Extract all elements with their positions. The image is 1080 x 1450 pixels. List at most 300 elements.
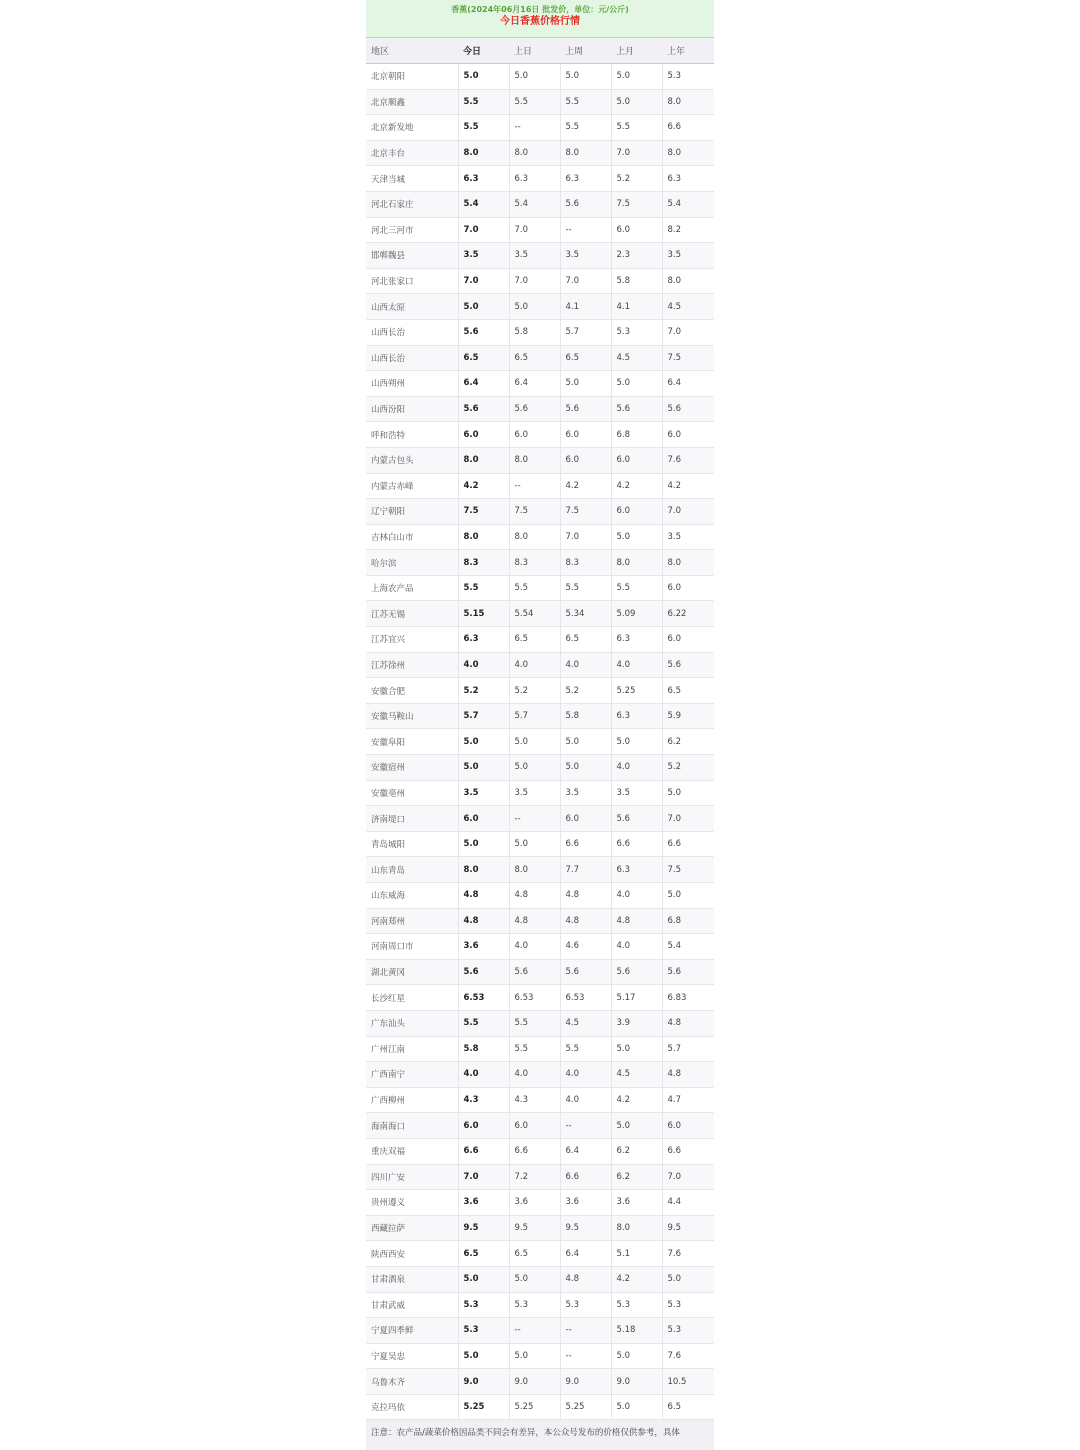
prev-week-price-cell: 5.0 <box>560 755 611 781</box>
prev-year-price-cell: 4.4 <box>662 1190 714 1216</box>
prev-day-price-cell: 8.0 <box>509 447 560 473</box>
prev-day-price-cell: 4.0 <box>509 652 560 678</box>
today-price-cell: 5.15 <box>458 601 509 627</box>
prev-month-price-cell: 8.0 <box>611 1215 662 1241</box>
table-row <box>366 934 714 960</box>
prev-year-price-cell: 6.83 <box>662 985 714 1011</box>
today-price-cell: 5.5 <box>458 1010 509 1036</box>
prev-month-price-cell: 8.0 <box>611 550 662 576</box>
prev-year-price-cell: 3.5 <box>662 524 714 550</box>
prev-day-price-cell: 5.4 <box>509 191 560 217</box>
today-price-cell: 7.5 <box>458 499 509 525</box>
prev-day-price-cell: 5.2 <box>509 678 560 704</box>
today-price-cell: 5.3 <box>458 1292 509 1318</box>
prev-day-price-cell: 5.6 <box>509 959 560 985</box>
prev-day-price-cell: 6.6 <box>509 1138 560 1164</box>
prev-year-price-cell: 5.6 <box>662 959 714 985</box>
prev-week-price-cell: 3.6 <box>560 1190 611 1216</box>
today-price-cell: 5.0 <box>458 831 509 857</box>
today-price-cell: 9.0 <box>458 1369 509 1395</box>
prev-year-price-cell: 8.0 <box>662 140 714 166</box>
column-header-prev-month: 上月 <box>611 38 662 64</box>
prev-day-price-cell: 7.5 <box>509 499 560 525</box>
prev-year-price-cell: 8.0 <box>662 550 714 576</box>
prev-week-price-cell: 5.8 <box>560 703 611 729</box>
prev-day-price-cell: 3.6 <box>509 1190 560 1216</box>
prev-day-price-cell: 4.3 <box>509 1087 560 1113</box>
prev-month-price-cell: 3.5 <box>611 780 662 806</box>
today-price-cell: 3.6 <box>458 1190 509 1216</box>
prev-month-price-cell: 4.0 <box>611 934 662 960</box>
prev-month-price-cell: 6.3 <box>611 627 662 653</box>
prev-day-price-cell: 5.5 <box>509 89 560 115</box>
prev-week-price-cell: 5.5 <box>560 89 611 115</box>
prev-month-price-cell: 6.2 <box>611 1164 662 1190</box>
prev-month-price-cell: 5.8 <box>611 268 662 294</box>
prev-year-price-cell: 8.0 <box>662 268 714 294</box>
prev-week-price-cell: 5.0 <box>560 371 611 397</box>
prev-day-price-cell: 4.0 <box>509 1062 560 1088</box>
prev-month-price-cell: 6.3 <box>611 857 662 883</box>
region-cell: 北京朝阳 <box>366 64 458 90</box>
table-row <box>366 1266 714 1292</box>
today-price-cell: 5.0 <box>458 729 509 755</box>
table-row <box>366 1292 714 1318</box>
table-row <box>366 422 714 448</box>
prev-week-price-cell: 7.0 <box>560 268 611 294</box>
prev-day-price-cell: 5.8 <box>509 319 560 345</box>
prev-year-price-cell: 9.5 <box>662 1215 714 1241</box>
table-row <box>366 627 714 653</box>
today-price-cell: 7.0 <box>458 268 509 294</box>
today-price-cell: 8.3 <box>458 550 509 576</box>
table-row <box>366 217 714 243</box>
region-cell: 甘肃酒泉 <box>366 1266 458 1292</box>
region-cell: 山西长治 <box>366 319 458 345</box>
prev-year-price-cell: 6.6 <box>662 115 714 141</box>
table-row <box>366 1394 714 1420</box>
prev-year-price-cell: 6.6 <box>662 1138 714 1164</box>
table-row <box>366 550 714 576</box>
prev-month-price-cell: 4.0 <box>611 652 662 678</box>
prev-week-price-cell: 4.6 <box>560 934 611 960</box>
table-row <box>366 780 714 806</box>
prev-week-price-cell: 5.6 <box>560 191 611 217</box>
prev-year-price-cell: 5.2 <box>662 755 714 781</box>
prev-year-price-cell: 5.4 <box>662 934 714 960</box>
prev-month-price-cell: 9.0 <box>611 1369 662 1395</box>
region-cell: 河南郑州 <box>366 908 458 934</box>
prev-month-price-cell: 5.0 <box>611 524 662 550</box>
table-row <box>366 499 714 525</box>
prev-month-price-cell: 7.0 <box>611 140 662 166</box>
table-row <box>366 678 714 704</box>
column-header-region: 地区 <box>366 38 458 64</box>
price-table <box>366 37 714 1420</box>
table-row <box>366 729 714 755</box>
prev-year-price-cell: 7.0 <box>662 319 714 345</box>
prev-month-price-cell: 4.5 <box>611 345 662 371</box>
prev-year-price-cell: 5.4 <box>662 191 714 217</box>
prev-week-price-cell: 6.3 <box>560 166 611 192</box>
prev-day-price-cell: -- <box>509 1318 560 1344</box>
today-price-cell: 4.2 <box>458 473 509 499</box>
region-cell: 广东汕头 <box>366 1010 458 1036</box>
prev-week-price-cell: 9.0 <box>560 1369 611 1395</box>
prev-month-price-cell: 4.2 <box>611 1087 662 1113</box>
prev-month-price-cell: 5.0 <box>611 1036 662 1062</box>
prev-week-price-cell: 5.6 <box>560 959 611 985</box>
today-price-cell: 8.0 <box>458 447 509 473</box>
region-cell: 山西长治 <box>366 345 458 371</box>
prev-year-price-cell: 4.8 <box>662 1062 714 1088</box>
table-row <box>366 883 714 909</box>
today-price-cell: 6.0 <box>458 422 509 448</box>
prev-month-price-cell: 6.2 <box>611 1138 662 1164</box>
table-row <box>366 1190 714 1216</box>
today-price-cell: 5.2 <box>458 678 509 704</box>
region-cell: 安徽合肥 <box>366 678 458 704</box>
prev-year-price-cell: 6.3 <box>662 166 714 192</box>
today-price-cell: 7.0 <box>458 217 509 243</box>
prev-day-price-cell: 8.0 <box>509 524 560 550</box>
prev-day-price-cell: -- <box>509 115 560 141</box>
prev-week-price-cell: 5.3 <box>560 1292 611 1318</box>
prev-week-price-cell: 5.7 <box>560 319 611 345</box>
table-row <box>366 1036 714 1062</box>
prev-month-price-cell: 4.1 <box>611 294 662 320</box>
table-row <box>366 140 714 166</box>
prev-day-price-cell: 6.53 <box>509 985 560 1011</box>
region-cell: 天津当城 <box>366 166 458 192</box>
prev-year-price-cell: 8.2 <box>662 217 714 243</box>
table-row <box>366 857 714 883</box>
region-cell: 乌鲁木齐 <box>366 1369 458 1395</box>
table-row <box>366 1087 714 1113</box>
prev-month-price-cell: 2.3 <box>611 243 662 269</box>
region-cell: 长沙红星 <box>366 985 458 1011</box>
prev-year-price-cell: 6.5 <box>662 1394 714 1420</box>
prev-year-price-cell: 8.0 <box>662 89 714 115</box>
prev-month-price-cell: 5.6 <box>611 396 662 422</box>
today-price-cell: 4.0 <box>458 652 509 678</box>
table-header-row <box>366 38 714 64</box>
table-row <box>366 1318 714 1344</box>
prev-day-price-cell: -- <box>509 473 560 499</box>
prev-year-price-cell: 6.2 <box>662 729 714 755</box>
table-header <box>366 38 714 64</box>
region-cell: 江苏无锡 <box>366 601 458 627</box>
table-row <box>366 319 714 345</box>
today-price-cell: 5.0 <box>458 1266 509 1292</box>
region-cell: 吉林白山市 <box>366 524 458 550</box>
table-row <box>366 524 714 550</box>
prev-month-price-cell: 5.2 <box>611 166 662 192</box>
today-price-cell: 5.6 <box>458 319 509 345</box>
today-price-cell: 5.6 <box>458 959 509 985</box>
region-cell: 海南海口 <box>366 1113 458 1139</box>
prev-year-price-cell: 5.6 <box>662 396 714 422</box>
prev-day-price-cell: 9.5 <box>509 1215 560 1241</box>
prev-year-price-cell: 5.9 <box>662 703 714 729</box>
prev-month-price-cell: 5.18 <box>611 1318 662 1344</box>
prev-year-price-cell: 7.0 <box>662 499 714 525</box>
region-cell: 内蒙古包头 <box>366 447 458 473</box>
prev-week-price-cell: 6.0 <box>560 806 611 832</box>
prev-week-price-cell: 6.0 <box>560 447 611 473</box>
prev-month-price-cell: 7.5 <box>611 191 662 217</box>
prev-month-price-cell: 5.0 <box>611 1343 662 1369</box>
region-cell: 宁夏四季鲜 <box>366 1318 458 1344</box>
prev-day-price-cell: 5.6 <box>509 396 560 422</box>
today-price-cell: 5.25 <box>458 1394 509 1420</box>
today-price-cell: 4.8 <box>458 908 509 934</box>
prev-day-price-cell: 4.8 <box>509 883 560 909</box>
prev-day-price-cell: 5.0 <box>509 64 560 90</box>
prev-year-price-cell: 7.6 <box>662 1241 714 1267</box>
region-cell: 河北张家口 <box>366 268 458 294</box>
prev-week-price-cell: 4.0 <box>560 652 611 678</box>
header <box>366 0 714 37</box>
prev-month-price-cell: 5.0 <box>611 729 662 755</box>
table-row <box>366 396 714 422</box>
prev-week-price-cell: 8.3 <box>560 550 611 576</box>
prev-day-price-cell: 5.0 <box>509 294 560 320</box>
today-price-cell: 6.3 <box>458 627 509 653</box>
table-row <box>366 243 714 269</box>
prev-day-price-cell: -- <box>509 806 560 832</box>
region-cell: 广州江南 <box>366 1036 458 1062</box>
prev-year-price-cell: 6.0 <box>662 575 714 601</box>
column-header-today: 今日 <box>458 38 509 64</box>
prev-year-price-cell: 10.5 <box>662 1369 714 1395</box>
table-row <box>366 985 714 1011</box>
prev-week-price-cell: 4.8 <box>560 1266 611 1292</box>
region-cell: 北京顺鑫 <box>366 89 458 115</box>
prev-year-price-cell: 6.4 <box>662 371 714 397</box>
prev-week-price-cell: 7.7 <box>560 857 611 883</box>
prev-month-price-cell: 4.5 <box>611 1062 662 1088</box>
prev-day-price-cell: 6.0 <box>509 422 560 448</box>
prev-year-price-cell: 7.5 <box>662 857 714 883</box>
prev-year-price-cell: 6.22 <box>662 601 714 627</box>
today-price-cell: 6.0 <box>458 1113 509 1139</box>
region-cell: 西藏拉萨 <box>366 1215 458 1241</box>
prev-week-price-cell: 5.6 <box>560 396 611 422</box>
table-row <box>366 601 714 627</box>
region-cell: 北京丰台 <box>366 140 458 166</box>
today-price-cell: 5.5 <box>458 575 509 601</box>
prev-year-price-cell: 7.6 <box>662 1343 714 1369</box>
prev-day-price-cell: 9.0 <box>509 1369 560 1395</box>
today-price-cell: 6.6 <box>458 1138 509 1164</box>
prev-week-price-cell: 5.34 <box>560 601 611 627</box>
prev-year-price-cell: 5.3 <box>662 64 714 90</box>
region-cell: 安徽阜阳 <box>366 729 458 755</box>
region-cell: 甘肃武威 <box>366 1292 458 1318</box>
prev-month-price-cell: 4.0 <box>611 883 662 909</box>
table-row <box>366 703 714 729</box>
prev-week-price-cell: 5.5 <box>560 575 611 601</box>
prev-year-price-cell: 7.6 <box>662 447 714 473</box>
column-header-prev-day: 上日 <box>509 38 560 64</box>
today-price-cell: 8.0 <box>458 857 509 883</box>
today-price-cell: 5.3 <box>458 1318 509 1344</box>
prev-day-price-cell: 5.0 <box>509 1266 560 1292</box>
prev-week-price-cell: 4.8 <box>560 883 611 909</box>
prev-week-price-cell: 6.5 <box>560 345 611 371</box>
prev-week-price-cell: -- <box>560 1343 611 1369</box>
table-row <box>366 831 714 857</box>
prev-month-price-cell: 5.25 <box>611 678 662 704</box>
prev-year-price-cell: 7.5 <box>662 345 714 371</box>
today-price-cell: 5.7 <box>458 703 509 729</box>
prev-month-price-cell: 6.0 <box>611 217 662 243</box>
region-cell: 贵州遵义 <box>366 1190 458 1216</box>
today-price-cell: 6.0 <box>458 806 509 832</box>
table-row <box>366 1215 714 1241</box>
region-cell: 山东威海 <box>366 883 458 909</box>
prev-year-price-cell: 4.2 <box>662 473 714 499</box>
table-row <box>366 115 714 141</box>
prev-year-price-cell: 6.6 <box>662 831 714 857</box>
prev-year-price-cell: 7.0 <box>662 806 714 832</box>
today-price-cell: 5.0 <box>458 64 509 90</box>
prev-year-price-cell: 5.6 <box>662 652 714 678</box>
prev-week-price-cell: 6.6 <box>560 831 611 857</box>
prev-day-price-cell: 4.0 <box>509 934 560 960</box>
table-row <box>366 1343 714 1369</box>
prev-day-price-cell: 5.3 <box>509 1292 560 1318</box>
table-row <box>366 652 714 678</box>
region-cell: 江苏宜兴 <box>366 627 458 653</box>
today-price-cell: 4.8 <box>458 883 509 909</box>
prev-year-price-cell: 5.0 <box>662 1266 714 1292</box>
today-price-cell: 5.0 <box>458 1343 509 1369</box>
table-row <box>366 575 714 601</box>
prev-week-price-cell: 4.1 <box>560 294 611 320</box>
prev-month-price-cell: 3.9 <box>611 1010 662 1036</box>
prev-week-price-cell: 4.5 <box>560 1010 611 1036</box>
price-card <box>366 0 714 1440</box>
prev-year-price-cell: 4.7 <box>662 1087 714 1113</box>
prev-day-price-cell: 6.4 <box>509 371 560 397</box>
prev-day-price-cell: 5.5 <box>509 1010 560 1036</box>
prev-week-price-cell: 7.5 <box>560 499 611 525</box>
region-cell: 安徽亳州 <box>366 780 458 806</box>
today-price-cell: 9.5 <box>458 1215 509 1241</box>
today-price-cell: 3.6 <box>458 934 509 960</box>
prev-day-price-cell: 5.5 <box>509 575 560 601</box>
table-row <box>366 345 714 371</box>
today-price-cell: 5.5 <box>458 115 509 141</box>
region-cell: 广西柳州 <box>366 1087 458 1113</box>
region-cell: 重庆双福 <box>366 1138 458 1164</box>
region-cell: 山西太原 <box>366 294 458 320</box>
today-price-cell: 5.8 <box>458 1036 509 1062</box>
prev-month-price-cell: 5.0 <box>611 371 662 397</box>
region-cell: 呼和浩特 <box>366 422 458 448</box>
prev-week-price-cell: 4.0 <box>560 1087 611 1113</box>
region-cell: 山西汾阳 <box>366 396 458 422</box>
region-cell: 安徽宿州 <box>366 755 458 781</box>
today-price-cell: 8.0 <box>458 524 509 550</box>
prev-day-price-cell: 5.7 <box>509 703 560 729</box>
prev-week-price-cell: 5.5 <box>560 1036 611 1062</box>
table-row <box>366 1138 714 1164</box>
prev-month-price-cell: 5.0 <box>611 89 662 115</box>
table-row <box>366 268 714 294</box>
table-row <box>366 371 714 397</box>
today-price-cell: 7.0 <box>458 1164 509 1190</box>
prev-month-price-cell: 6.0 <box>611 447 662 473</box>
prev-month-price-cell: 5.6 <box>611 806 662 832</box>
prev-week-price-cell: 9.5 <box>560 1215 611 1241</box>
prev-year-price-cell: 5.7 <box>662 1036 714 1062</box>
today-price-cell: 3.5 <box>458 243 509 269</box>
prev-month-price-cell: 3.6 <box>611 1190 662 1216</box>
prev-year-price-cell: 7.0 <box>662 1164 714 1190</box>
region-cell: 四川广安 <box>366 1164 458 1190</box>
table-row <box>366 89 714 115</box>
today-price-cell: 5.0 <box>458 294 509 320</box>
table-row <box>366 166 714 192</box>
prev-week-price-cell: -- <box>560 217 611 243</box>
today-price-cell: 8.0 <box>458 140 509 166</box>
prev-day-price-cell: 4.8 <box>509 908 560 934</box>
prev-week-price-cell: -- <box>560 1113 611 1139</box>
region-cell: 北京新发地 <box>366 115 458 141</box>
table-row <box>366 64 714 90</box>
prev-month-price-cell: 4.2 <box>611 1266 662 1292</box>
prev-day-price-cell: 5.0 <box>509 755 560 781</box>
table-row <box>366 447 714 473</box>
prev-week-price-cell: 6.0 <box>560 422 611 448</box>
prev-week-price-cell: 5.25 <box>560 1394 611 1420</box>
prev-month-price-cell: 6.0 <box>611 499 662 525</box>
today-price-cell: 5.4 <box>458 191 509 217</box>
today-price-cell: 5.0 <box>458 755 509 781</box>
prev-year-price-cell: 3.5 <box>662 243 714 269</box>
prev-month-price-cell: 5.6 <box>611 959 662 985</box>
prev-week-price-cell: 5.5 <box>560 115 611 141</box>
prev-month-price-cell: 4.2 <box>611 473 662 499</box>
table-row <box>366 806 714 832</box>
prev-week-price-cell: 6.4 <box>560 1241 611 1267</box>
prev-year-price-cell: 5.3 <box>662 1292 714 1318</box>
prev-week-price-cell: 5.2 <box>560 678 611 704</box>
prev-month-price-cell: 4.8 <box>611 908 662 934</box>
prev-month-price-cell: 5.09 <box>611 601 662 627</box>
table-row <box>366 959 714 985</box>
table-body <box>366 64 714 1420</box>
today-price-cell: 5.5 <box>458 89 509 115</box>
table-row <box>366 1369 714 1395</box>
prev-day-price-cell: 5.0 <box>509 831 560 857</box>
region-cell: 江苏徐州 <box>366 652 458 678</box>
prev-week-price-cell: 3.5 <box>560 780 611 806</box>
today-price-cell: 6.5 <box>458 1241 509 1267</box>
column-header-prev-year: 上年 <box>662 38 714 64</box>
region-cell: 广西南宁 <box>366 1062 458 1088</box>
prev-week-price-cell: 4.2 <box>560 473 611 499</box>
prev-day-price-cell: 6.5 <box>509 1241 560 1267</box>
page-title: 今日香蕉价格行情 <box>500 16 580 27</box>
footer-note: 注意：农产品/蔬菜价格因品类不同会有差异，本公众号发布的价格仅供参考，具体 <box>366 1420 714 1450</box>
prev-year-price-cell: 4.8 <box>662 1010 714 1036</box>
region-cell: 湖北黄冈 <box>366 959 458 985</box>
today-price-cell: 3.5 <box>458 780 509 806</box>
